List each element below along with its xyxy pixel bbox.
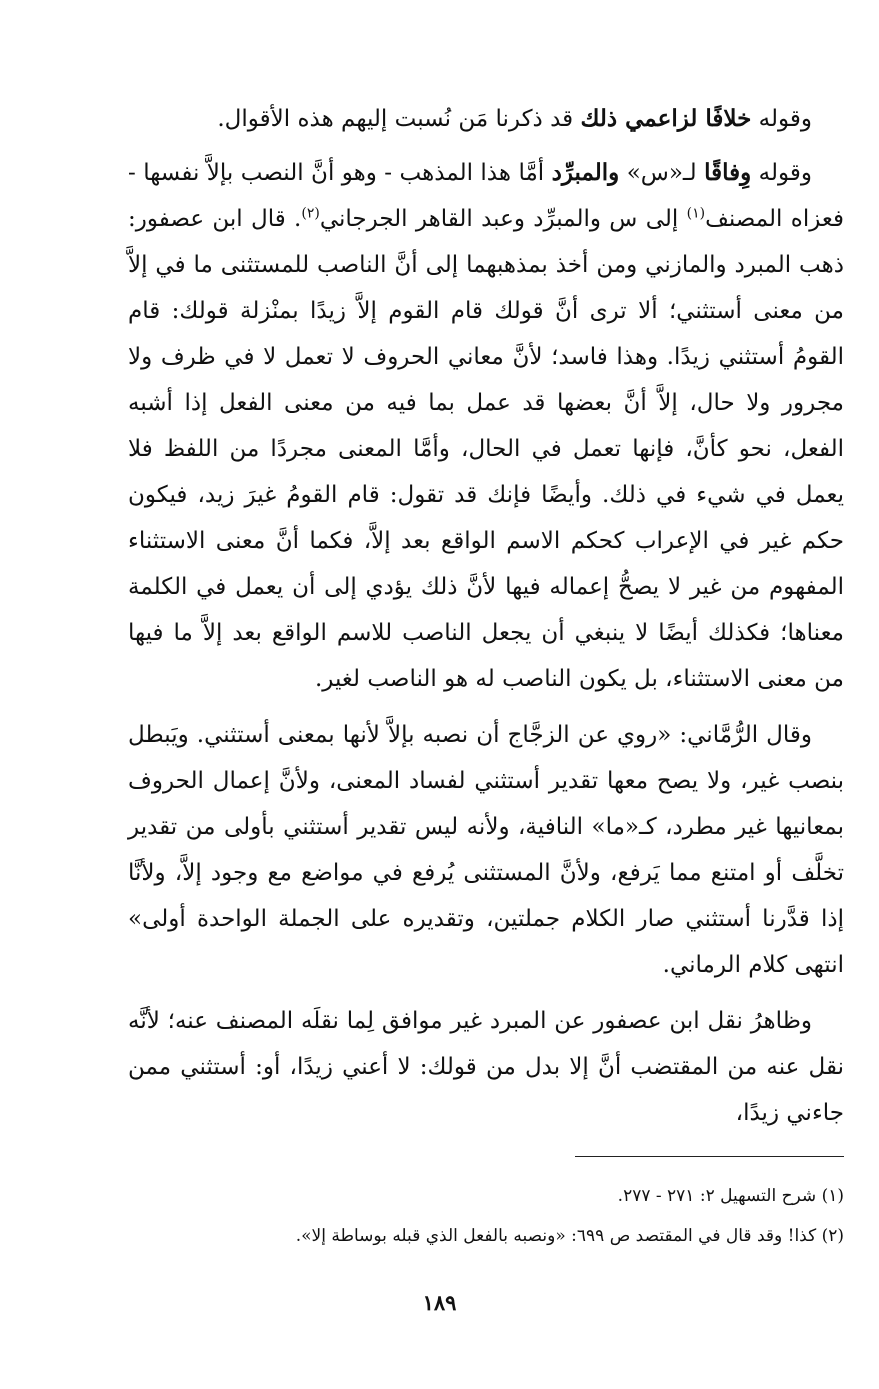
text-run: وقال الرُّمَّاني: «روي عن الزجَّاج أن نصبه بإلاَّ لأنها بمعنى أستثني. ويَبطل بنصب غير، ولا يصح معها تقدير أستثني لفساد المعنى، ولأنَّ إعمال الحروف بمعانيها غير مطرد، كـ«ما» النافية، ولأنه ليس تقدير أستثني بأولى من تقدير تخلَّف أو امتنع مما يَرفع، ولأنَّ المستثنى يُرفع في مواضع مع وجود إلاَّ، ولأنَّا إذا قدَّرنا أستثني صار الكلام جملتين، وتقديره على الجملة الواحدة أولى» انتهى كلام الرماني.: [128, 722, 844, 978]
bold-phrase: والمبرِّد: [551, 159, 620, 186]
text-run: قد ذكرنا مَن نُسبت إليهم هذه الأقوال.: [217, 106, 581, 132]
text-run: أمَّا هذا المذهب - وهو أنَّ النصب بإلاَّ نفسها - فعزاه المصنف: [128, 160, 845, 232]
paragraph: [128, 998, 844, 1136]
footnotes: [128, 1176, 844, 1256]
page-number: ١٨٩: [422, 1290, 457, 1315]
bold-phrase: وِفاقًا: [704, 159, 752, 186]
paragraph: [128, 96, 844, 142]
text-run: وقوله: [751, 160, 812, 186]
text-run: وقوله: [751, 106, 812, 132]
text-run: وظاهرُ نقل ابن عصفور عن المبرد غير موافق لِما نقلَه المصنف عنه؛ لأنَّه نقل عنه من المقتضب أنَّ إلا بدل من قولك: لا أعني زيدًا، أو: أستثني ممن جاءني زيدًا،: [128, 1008, 844, 1126]
footnote-separator: [575, 1156, 844, 1157]
footnote-marker: (٢): [301, 205, 320, 222]
footnote-marker: (١): [686, 205, 706, 222]
text-run: لـ«س»: [619, 160, 705, 186]
paragraph: [128, 150, 844, 702]
text-run: . قال ابن عصفور: ذهب المبرد والمازني ومن أخذ بمذهبهما إلى أنَّ الناصب للمستثنى ما في إلاَّ من معنى أستثني؛ ألا ترى أنَّ قولك قام القوم إلاَّ زيدًا بمنْزلة قولك: قام القومُ أستثني زيدًا. وهذا فاسد؛ لأنَّ معاني الحروف لا تعمل لا في ظرف ولا مجرور ولا حال، إلاَّ أنَّ بعضها قد عمل بما فيه من معنى الفعل إذا أشبه الفعل، نحو كأنَّ، فإنها تعمل في الحال، وأمَّا المعنى مجردًا من اللفظ فلا يعمل في شيء في ذلك. وأيضًا فإنك قد تقول: قام القومُ غيرَ زيد، فيكون حكم غير في الإعراب كحكم الاسم الواقع بعد إلاَّ، فكما أنَّ معنى الاستثناء المفهوم من غير لا يصحُّ إعماله فيها لأنَّ ذلك يؤدي إلى أن يعمل في الكلمة معناها؛ فكذلك أيضًا لا ينبغي أن يجعل الناصب للاسم الواقع بعد إلاَّ ما فيها من معنى الاستثناء، بل يكون الناصب له هو الناصب لغير.: [128, 206, 844, 692]
bold-phrase: خلافًا لزاعمي ذلك: [580, 105, 752, 132]
footnote-2: (٢) كذا! وقد قال في المقتصد ص ٦٩٩: «ونصبه بالفعل الذي قبله بوساطة إلا».: [295, 1226, 844, 1246]
main-text: [128, 96, 844, 1146]
paragraph: [128, 712, 844, 988]
footnote-1: (١) شرح التسهيل ٢: ٢٧١ - ٢٧٧.: [617, 1186, 844, 1206]
text-run: إلى س والمبرِّد وعبد القاهر الجرجاني: [319, 206, 687, 232]
